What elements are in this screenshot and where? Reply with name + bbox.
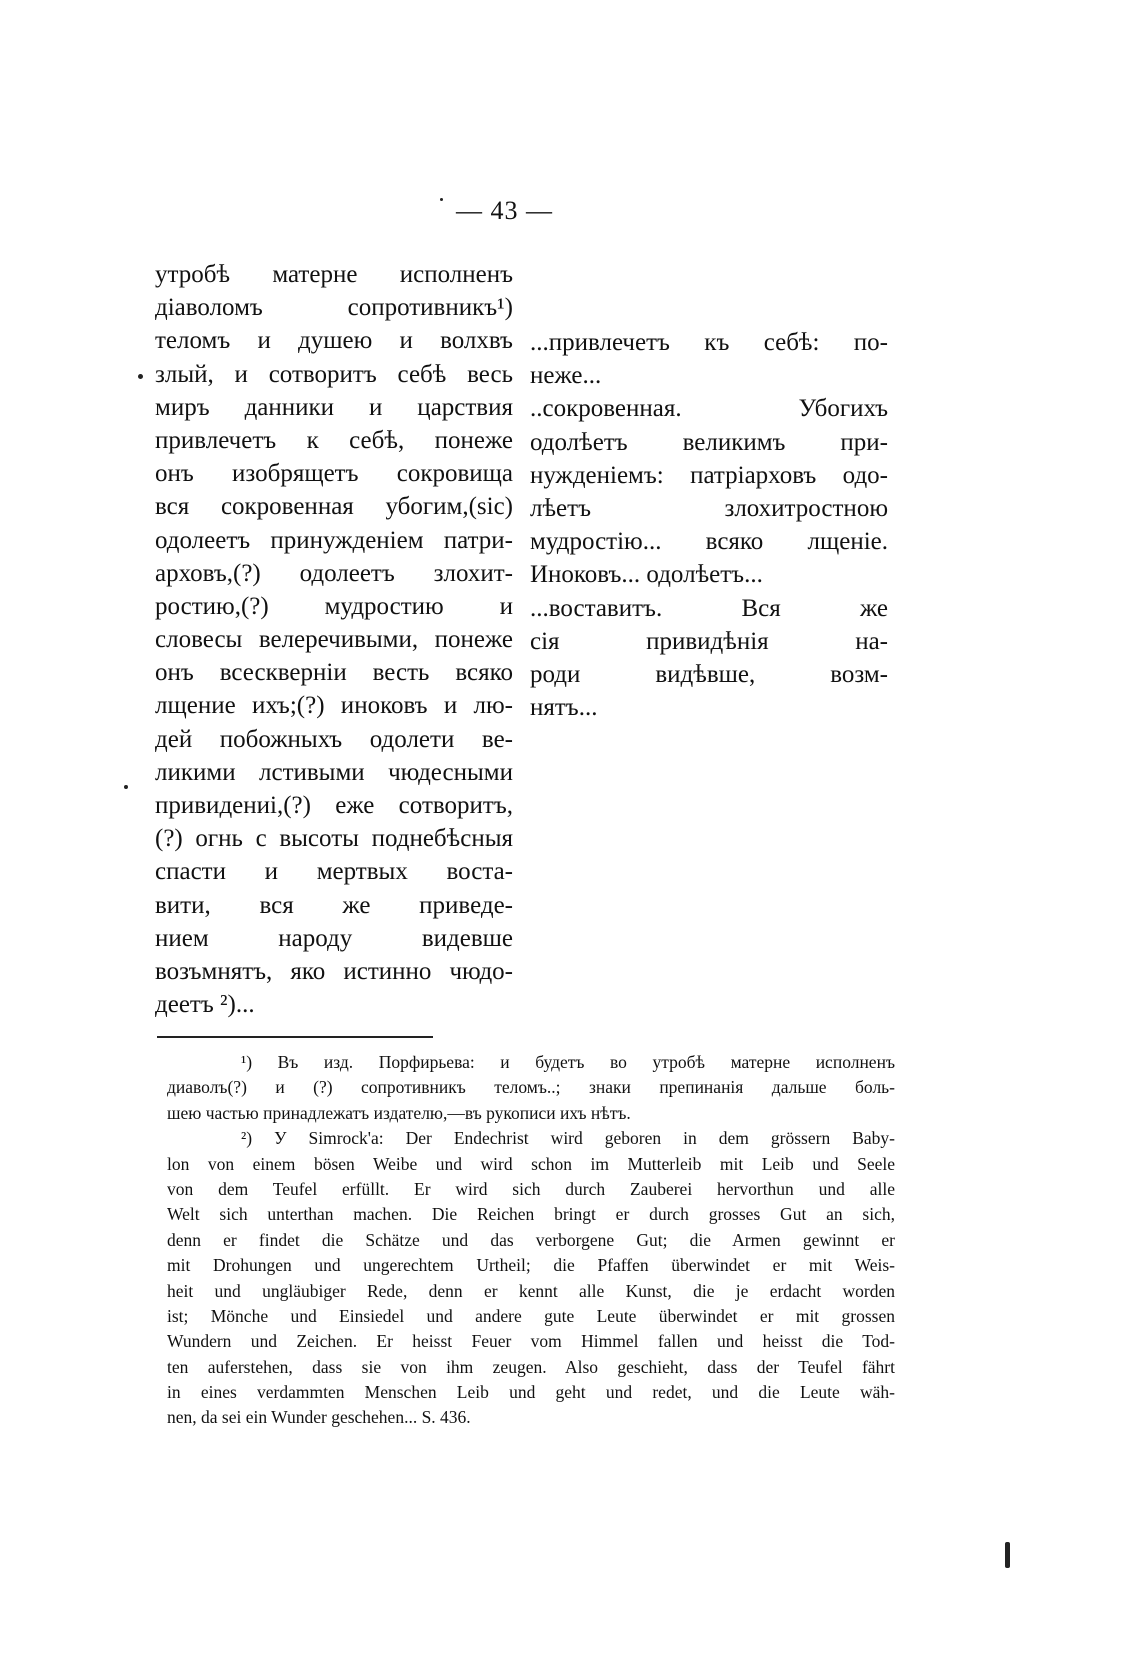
footnote-line: ten auferstehen, dass sie von ihm zeugen. Also geschieht, dass der Teufel fährt [167,1356,895,1377]
left-line: теломъ и душею и волхвъ [155,327,513,355]
left-line: вити, вся же приведе- [155,891,513,919]
right-line: мудростiю... всяко лщеніе. [530,528,888,556]
left-line: онъ изобрящетъ сокровища [155,460,513,488]
footnote-line: Welt sich unterthan machen. Die Reichen bringt er durch grosses Gut an sich, [167,1204,895,1225]
left-line: нием народу видевше [155,924,513,952]
left-line: словесы велеречивыми, понеже [155,626,513,654]
right-line: сія привидѣнія на- [530,627,888,655]
left-line: діаволомъ сопротивникъ¹) [155,294,513,322]
footnote-line: ist; Mönche und Einsiedel und andere gute Leute überwindet er mit grossen [167,1305,895,1326]
footnote-line: heit und ungläubiger Rede, denn er kennt alle Kunst, die je erdacht worden [167,1280,895,1301]
footnote-line: nen, da sei ein Wunder geschehen... S. 436. [167,1407,471,1428]
left-line: одолеетъ принужденіем патри- [155,526,513,554]
left-line: онъ всесквернiи весть всяко [155,659,513,687]
left-line: ликими лстивыми чюдесными [155,758,513,786]
footnotes [167,1050,895,1431]
left-line: ростию,(?) мудростию и [155,592,513,620]
right-line: роди видѣвше, возм- [530,660,888,688]
left-line: привидениі,(?) еже сотворитъ, [155,792,513,819]
right-line: нужденіемъ: патріарховъ одо- [530,461,888,489]
right-line: ...привлечетъ къ себѣ: по- [530,329,888,356]
footnote-divider [157,1036,433,1038]
right-line: ...воставитъ. Вся же [530,594,888,622]
right-line: неже... [530,362,602,390]
footnote-line: ¹) Въ изд. Порфирьева: и будетъ во утробѣ матерне исполненъ [241,1052,895,1072]
left-line: спасти и мертвых воста- [155,858,513,886]
scan-speck [440,198,443,201]
footnote-line: Wundern und Zeichen. Er heisst Feuer vom Himmel fallen und heisst die Tod- [167,1331,895,1352]
scan-speck [124,785,128,789]
footnote-line: denn er findet die Schätze und das verborgene Gut; die Armen gewinnt er [167,1229,895,1250]
footnote-line: von dem Teufel erfüllt. Er wird sich durch Zauberei hervorthun und alle [167,1178,895,1199]
right-line: Иноковъ... одолѣетъ... [530,561,763,589]
left-line: вся сокровенная убогим,(sic) [155,493,513,521]
footnote-line: ²) У Simrock'а: Der Endechrist wird geboren in dem grössern Baby- [241,1128,895,1149]
right-line: лѣетъ злохитростною [530,494,888,522]
left-line: миръ данники и царствия [155,393,513,421]
left-line: деетъ ²)... [155,991,255,1019]
footnote-line: mit Drohungen und ungerechtem Urtheil; die Pfaffen überwindet er mit Weis- [167,1255,895,1276]
scan-mark [1005,1542,1010,1568]
left-column [155,258,513,1021]
right-line: одолѣетъ великимъ при- [530,428,888,456]
scan-speck [138,374,143,379]
footnote-line: шею частью принадлежатъ издателю,—въ рукописи ихъ нѣтъ. [167,1102,631,1123]
left-line: арховъ,(?) одолеетъ злохит- [155,559,513,587]
left-line: злый, и сотворитъ себѣ весь [155,360,513,388]
left-line: дей побожныхъ одолети ве- [155,725,513,753]
page-number: — 43 — [456,196,553,225]
footnote-line: диаволъ(?) и (?) сопротивникъ теломъ..; знаки препинанія дальше боль- [167,1077,895,1098]
right-line: ..сокровенная. Убогихъ [530,395,888,423]
footnote-line: lon von einem bösen Weibe und wird schon im Mutterleib mit Leib und Seele [167,1153,895,1174]
left-line: возъмнятъ, яко истинно чюдо- [155,957,513,985]
left-line: (?) огнь с высоты поднебѣсныя [155,825,513,853]
footnote-line: in eines verdammten Menschen Leib und geht und redet, und die Leute wäh- [167,1382,895,1403]
right-column [530,326,888,724]
right-line: нятъ... [530,694,598,722]
left-line: лщение ихъ;(?) иноковъ и лю- [155,692,513,720]
left-line: утробѣ матерне исполненъ [155,261,513,288]
left-line: привлечетъ к себѣ, понеже [155,426,513,454]
